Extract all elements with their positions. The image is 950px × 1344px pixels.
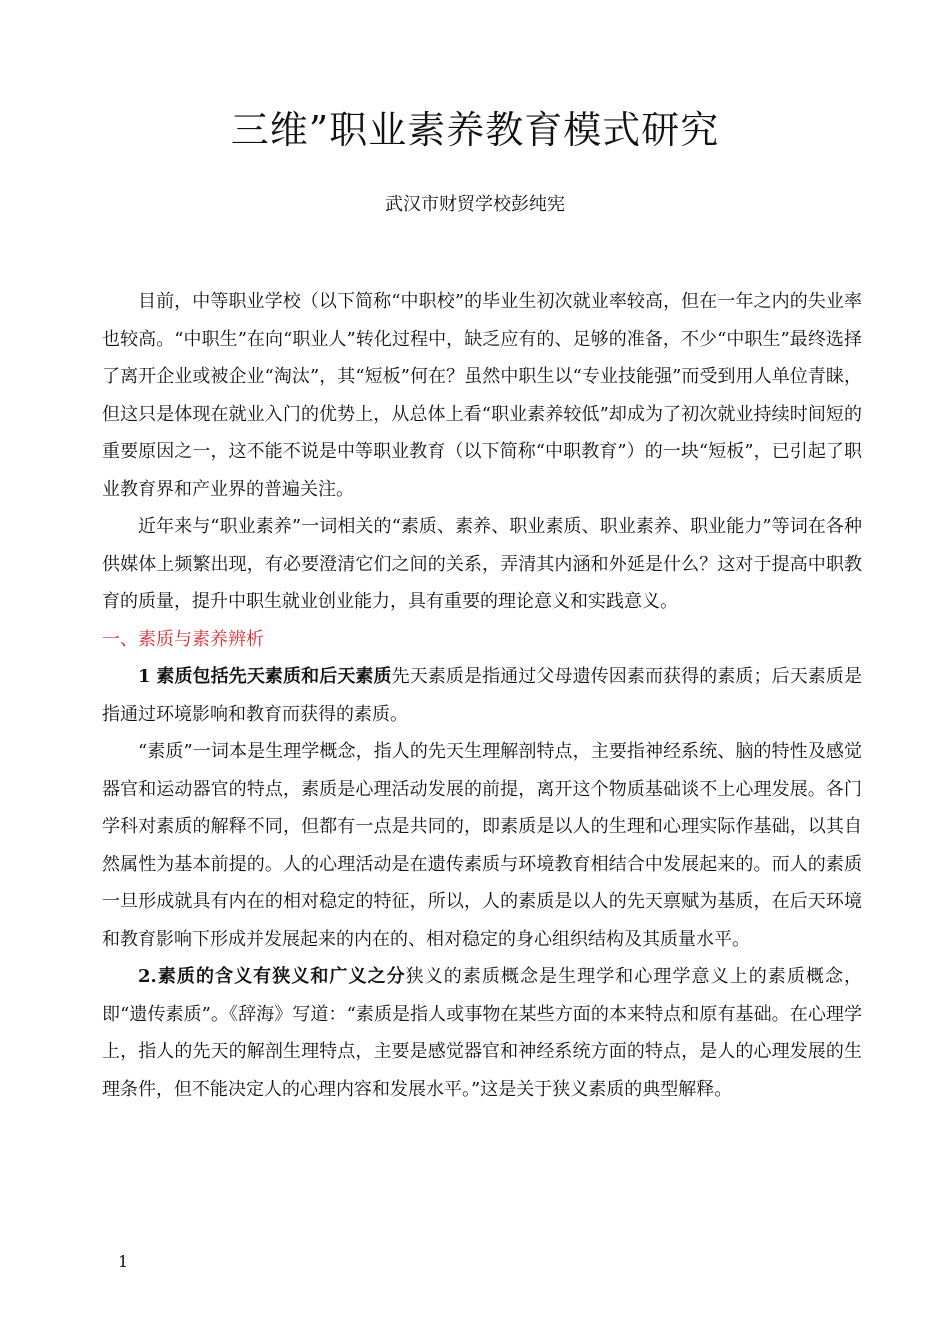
- paragraph-terms: 近年来与“职业素养”一词相关的“素质、素养、职业素质、职业素养、职业能力”等词在各种供媒体上频繁出现，有必要澄清它们之间的关系，弄清其内涵和外延是什么？这对于提高中职教育的质量，提升中职生就业创业能力，具有重要的理论意义和实践意义。: [102, 516, 862, 612]
- author-line: 武汉市财贸学校彭纯宪: [385, 194, 565, 215]
- item-2-number: 2.: [138, 966, 157, 987]
- item-1-lead: 素质包括先天素质和后天素质: [156, 666, 392, 687]
- section-heading: 一、素质与素养辨析: [102, 628, 264, 650]
- item-2: [102, 958, 862, 1108]
- document-title: 三维”职业素养教育模式研究: [230, 108, 720, 152]
- page-number: 1: [118, 1252, 129, 1271]
- item-1-text: 先天素质是指通过父母遗传因素而获得的素质；后天素质是指通过环境影响和教育而获得的素质。: [102, 666, 863, 725]
- body-text: [102, 283, 862, 1108]
- item-2-text: 狭义的素质概念是生理学和心理学意义上的素质概念，即“遗传素质”。《辞海》写道：“素质是指人或事物在某些方面的本来特点和原有基础。在心理学上，指人的先天的解剖生理特点，主要是感觉器官和神经系统方面的特点，是人的心理发展的生理条件，但不能决定人的心理内容和发展水平。”这是关于狭义素质的典型解释。: [102, 966, 863, 1100]
- paragraph-intro: 目前，中等职业学校（以下简称“中职校”的毕业生初次就业率较高，但在一年之内的失业率也较高。“中职生”在向“职业人”转化过程中，缺乏应有的、足够的准备，不少“中职生”最终选择了离开企业或被企业“淘汰”，其“短板”何在？虽然中职生以“专业技能强”而受到用人单位青睐，但这只是体现在就业入门的优势上，从总体上看“职业素养较低”却成为了初次就业持续时间短的重要原因之一，这不能不说是中等职业教育（以下简称“中职教育”）的一块“短板”，已引起了职业教育界和产业界的普遍关注。: [102, 291, 862, 500]
- item-2-lead: 素质的含义有狭义和广义之分: [156, 966, 406, 987]
- paragraph-suzhi-definition: “素质”一词本是生理学概念，指人的先天生理解剖特点，主要指神经系统、脑的特性及感觉器官和运动器官的特点，素质是心理活动发展的前提，离开这个物质基础谈不上心理发展。各门学科对素质的解释不同，但都有一点是共同的，即素质是以人的生理和心理实际作基础，以其自然属性为基本前提的。人的心理活动是在遗传素质与环境教育相结合中发展起来的。而人的素质一旦形成就具有内在的相对稳定的特征，所以，人的素质是以人的先天禀赋为基质，在后天环境和教育影响下形成并发展起来的内在的、相对稳定的身心组织结构及其质量水平。: [102, 741, 862, 950]
- item-1-number: 1: [138, 666, 151, 687]
- item-1: [102, 658, 862, 733]
